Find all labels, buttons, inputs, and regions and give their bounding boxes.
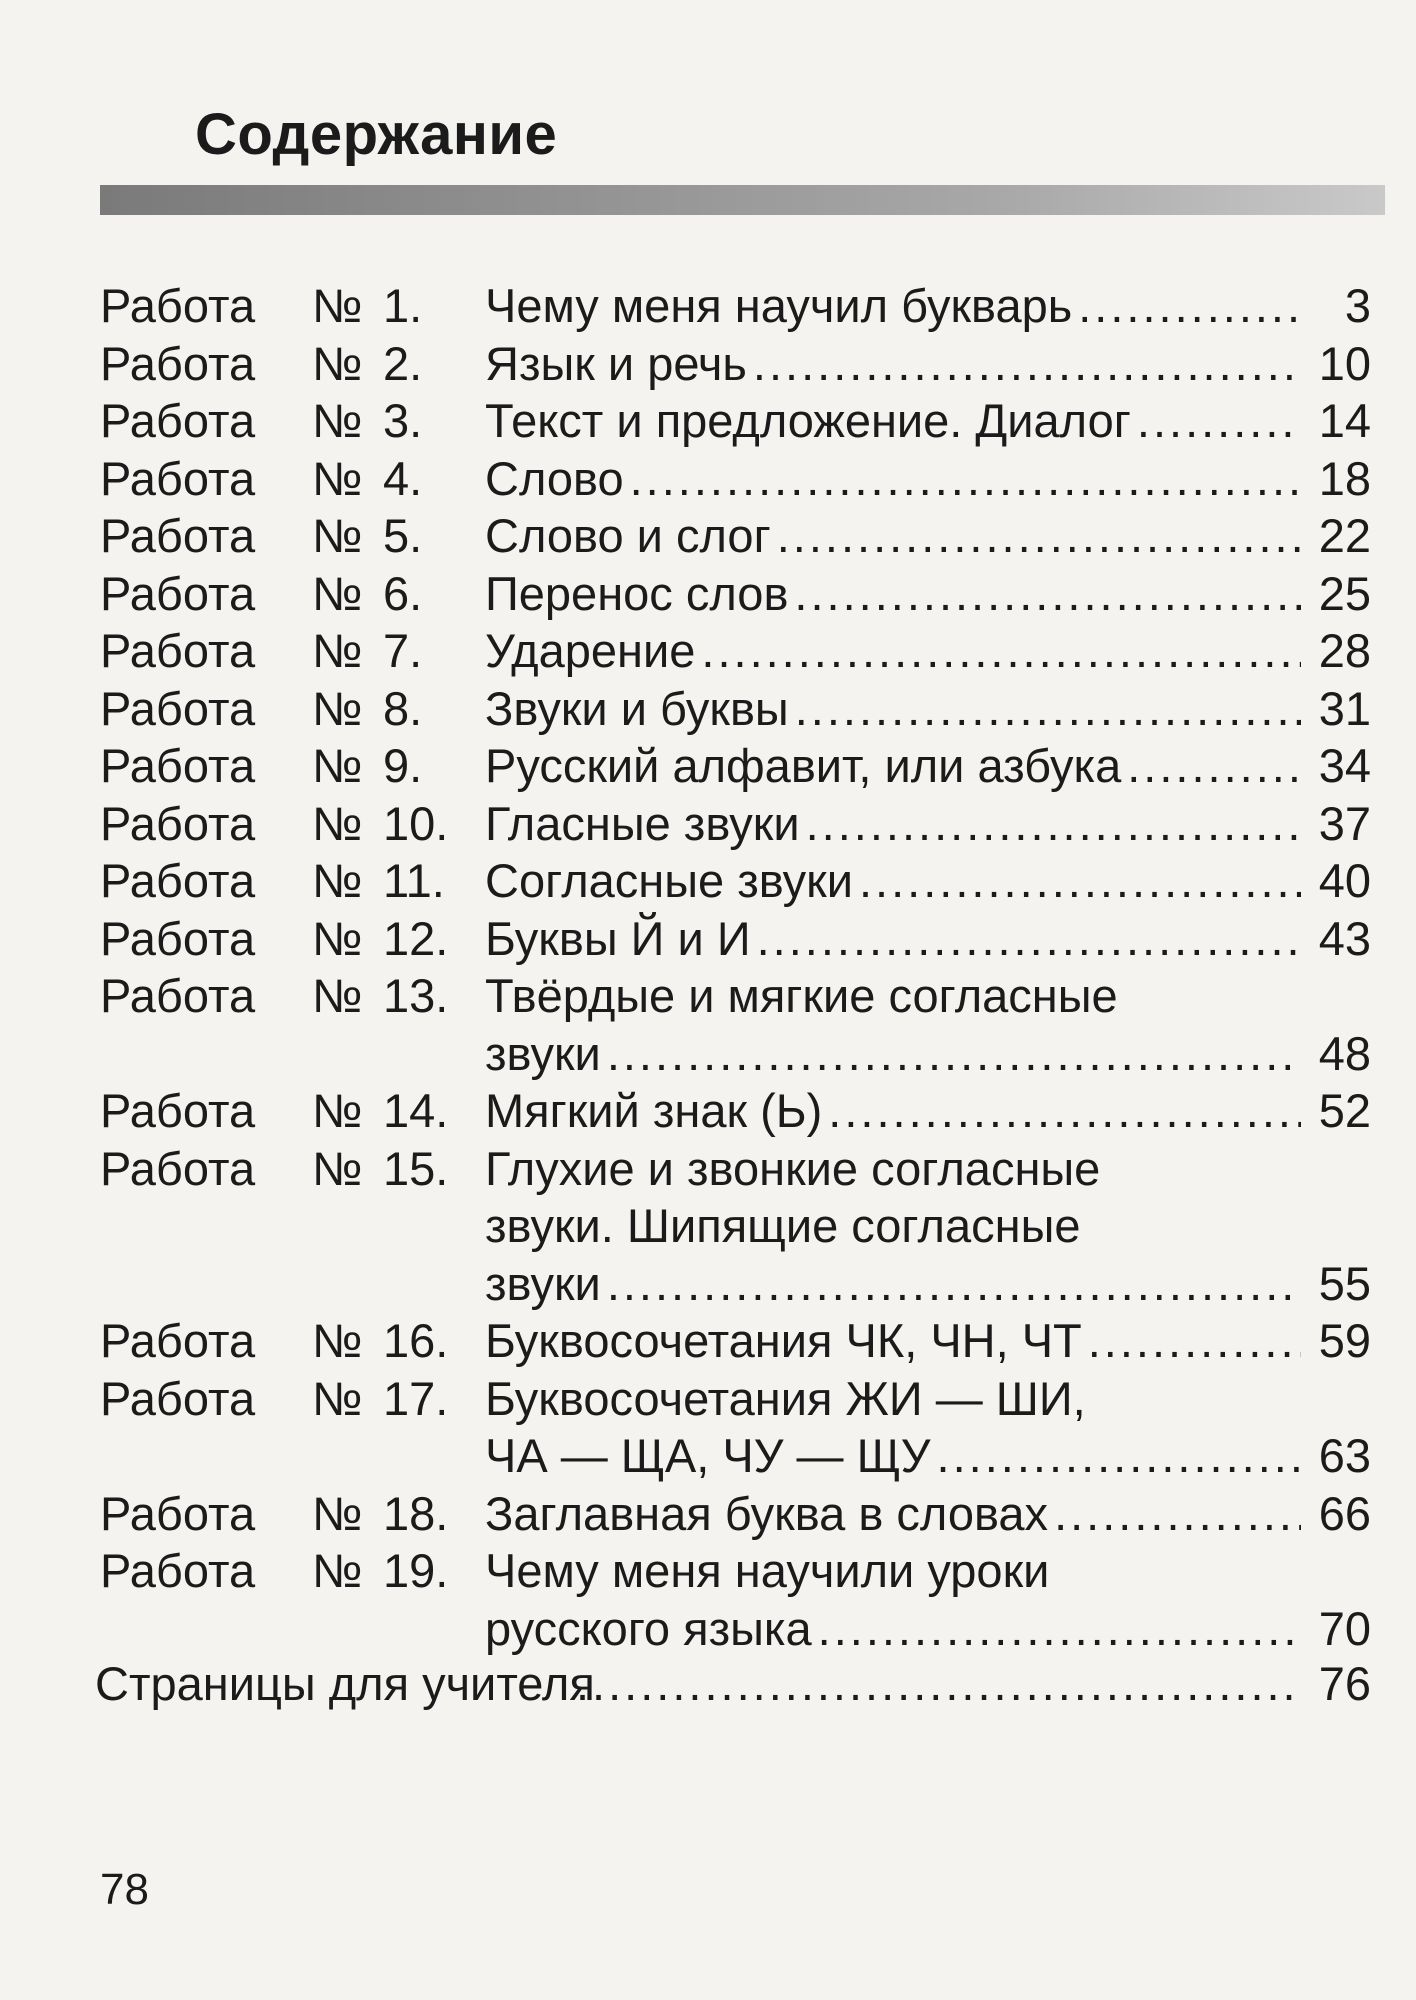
dot-leader (1088, 1312, 1301, 1369)
toc-entry-label (100, 565, 423, 622)
dot-leader (1054, 1485, 1301, 1542)
dot-leader (828, 1082, 1301, 1139)
toc-entry-label (100, 277, 423, 334)
toc-page-number: 37 (1318, 796, 1371, 850)
toc-entry-title: Буквосочетания ЖИ — ШИ, (485, 1371, 1086, 1425)
work-number: 19. (383, 1544, 449, 1597)
number-sign: № (312, 1084, 363, 1137)
title-underline-bar (100, 185, 1385, 215)
number-sign: № (312, 1314, 363, 1367)
toc-entry-title: Текст и предложение. Диалог (485, 394, 1131, 447)
dot-leader (757, 910, 1301, 967)
toc-entry-label (100, 910, 449, 967)
toc-page-number: 31 (1318, 681, 1371, 735)
toc-page-number: 76 (1318, 1657, 1371, 1710)
work-number: 6. (383, 566, 423, 620)
toc-entry-label (100, 680, 423, 737)
toc-entry-line (485, 680, 1371, 737)
work-word: Работа (100, 394, 256, 447)
toc-entry-line (485, 1082, 1371, 1139)
work-number: 14. (383, 1084, 449, 1137)
work-word: Работа (100, 336, 256, 390)
work-word: Работа (100, 451, 256, 505)
toc-page-number: 28 (1318, 624, 1371, 677)
toc-entry-label (100, 1312, 449, 1369)
toc-page-number: 14 (1318, 394, 1371, 447)
work-number: 1. (383, 279, 423, 332)
toc-entry-title: ЧА — ЩА, ЧУ — ЩУ (485, 1429, 931, 1482)
teacher-pages-label: Страницы для учителя (95, 1657, 595, 1710)
dot-leader (795, 680, 1301, 737)
work-number: 9. (383, 739, 423, 792)
toc-entry-line (485, 1197, 1371, 1254)
toc-page-number: 70 (1318, 1601, 1371, 1655)
number-sign: № (312, 681, 363, 735)
work-word: Работа (100, 279, 256, 332)
work-number: 7. (383, 624, 423, 677)
toc-entry-line (485, 910, 1371, 967)
work-number: 15. (383, 1141, 449, 1195)
toc-entry-title: Слово (485, 451, 624, 505)
toc-entry-title: звуки (485, 1026, 601, 1080)
number-sign: № (312, 279, 363, 332)
work-number: 10. (383, 796, 449, 850)
toc-entry-line (485, 1312, 1371, 1369)
toc-page-number: 59 (1318, 1314, 1371, 1367)
work-number: 5. (383, 509, 423, 562)
toc-entry-line (485, 737, 1371, 794)
toc-page-number: 43 (1318, 911, 1371, 965)
toc-entry-label (100, 392, 423, 449)
toc-entry-title: Заглавная буква в словах (485, 1486, 1049, 1540)
dot-leader (777, 507, 1301, 564)
toc-entry-title: Ударение (485, 624, 696, 677)
work-word: Работа (100, 1486, 256, 1540)
toc-entry-line (485, 392, 1371, 449)
toc-page-number: 10 (1318, 336, 1371, 390)
toc-entry-title: Глухие и звонкие согласные (485, 1141, 1101, 1195)
work-number: 8. (383, 681, 423, 735)
toc-entry-title: Язык и речь (485, 336, 747, 390)
dot-leader (576, 1655, 1301, 1712)
work-number: 3. (383, 394, 423, 447)
toc-entry-line (485, 1255, 1371, 1312)
toc-entry-line (485, 852, 1371, 909)
toc-entry-line (485, 967, 1371, 1024)
number-sign: № (312, 969, 363, 1022)
toc-entry-title: Русский алфавит, или азбука (485, 739, 1122, 792)
work-number: 2. (383, 336, 423, 390)
work-number: 13. (383, 969, 449, 1022)
work-word: Работа (100, 681, 256, 735)
toc-entry-title: Буквы Й и И (485, 911, 751, 965)
toc-entry-label (100, 852, 445, 909)
toc-entry-title: Перенос слов (485, 566, 789, 620)
toc-entry-title: Звуки и буквы (485, 681, 789, 735)
toc-entry-line (485, 1025, 1371, 1082)
work-word: Работа (100, 509, 256, 562)
work-word: Работа (100, 624, 256, 677)
work-number: 18. (383, 1486, 449, 1540)
dot-leader (753, 335, 1301, 392)
work-number: 12. (383, 911, 449, 965)
number-sign: № (312, 1141, 363, 1195)
work-number: 4. (383, 451, 423, 505)
toc-page-number: 18 (1318, 451, 1371, 505)
toc-page-number: 3 (1344, 279, 1371, 332)
toc-entry-label (100, 1140, 449, 1197)
toc-entry-title: Чему меня научил букварь (485, 279, 1073, 332)
page-title: Содержание (195, 102, 558, 167)
dot-leader (1078, 277, 1301, 334)
toc-entry-line (485, 1542, 1371, 1599)
dot-leader (794, 565, 1301, 622)
toc-entry-label (100, 1082, 449, 1139)
work-number: 17. (383, 1371, 449, 1425)
toc-entry-line (485, 1485, 1371, 1542)
work-word: Работа (100, 969, 256, 1022)
toc-entry-title: Гласные звуки (485, 796, 800, 850)
work-number: 16. (383, 1314, 449, 1367)
toc-entry-label (100, 1485, 449, 1542)
toc-entry-label (100, 335, 423, 392)
toc-page-number: 34 (1318, 739, 1371, 792)
number-sign: № (312, 624, 363, 677)
toc-entry-line (485, 1370, 1371, 1427)
toc-entry-line (485, 450, 1371, 507)
toc-page-number: 40 (1318, 854, 1371, 907)
toc-entry-line (485, 277, 1371, 334)
work-word: Работа (100, 1544, 256, 1597)
work-word: Работа (100, 1141, 256, 1195)
number-sign: № (312, 566, 363, 620)
number-sign: № (312, 509, 363, 562)
toc-page-number: 66 (1318, 1486, 1371, 1540)
number-sign: № (312, 911, 363, 965)
work-word: Работа (100, 1371, 256, 1425)
number-sign: № (312, 796, 363, 850)
toc-entry-title: русского языка (485, 1601, 812, 1655)
work-number: 11. (383, 854, 445, 907)
work-word: Работа (100, 1314, 256, 1367)
dot-leader (806, 795, 1301, 852)
dot-leader (607, 1025, 1301, 1082)
toc-page-number: 22 (1318, 509, 1371, 562)
toc-entry-title: Мягкий знак (Ь) (485, 1084, 823, 1137)
toc-entry-title: Буквосочетания ЧК, ЧН, ЧТ (485, 1314, 1082, 1367)
number-sign: № (312, 1486, 363, 1540)
toc-entry-label (100, 737, 423, 794)
toc-entry-title: Слово и слог (485, 509, 771, 562)
toc-page-number: 52 (1318, 1084, 1371, 1137)
number-sign: № (312, 451, 363, 505)
toc-entry-label (100, 1370, 449, 1427)
toc-page-number: 63 (1318, 1429, 1371, 1482)
dot-leader (630, 450, 1301, 507)
toc-entry-label (100, 622, 423, 679)
work-word: Работа (100, 566, 256, 620)
toc-page-number: 55 (1318, 1256, 1371, 1310)
toc-entry-label (100, 967, 449, 1024)
toc-entry-line (570, 1655, 1371, 1712)
toc-entry-line (485, 1600, 1371, 1657)
number-sign: № (312, 854, 363, 907)
toc-entry-line (485, 795, 1371, 852)
toc-entry-title: звуки (485, 1256, 601, 1310)
number-sign: № (312, 1371, 363, 1425)
work-word: Работа (100, 854, 256, 907)
toc-page-number: 25 (1318, 566, 1371, 620)
number-sign: № (312, 1544, 363, 1597)
number-sign: № (312, 336, 363, 390)
toc-entry-line (485, 1140, 1371, 1197)
dot-leader (859, 852, 1301, 909)
toc-entry-label (100, 450, 423, 507)
toc-entry-line (485, 507, 1371, 564)
toc-entry-label (100, 1542, 449, 1599)
toc-entry-title: Твёрдые и мягкие согласные (485, 969, 1118, 1022)
work-word: Работа (100, 911, 256, 965)
work-word: Работа (100, 1084, 256, 1137)
toc-entry-line (485, 335, 1371, 392)
work-word: Работа (100, 739, 256, 792)
toc-entry-label (100, 507, 423, 564)
page-number: 78 (100, 1865, 149, 1914)
dot-leader (1127, 737, 1301, 794)
toc-entry-line (485, 622, 1371, 679)
toc-entry-line (485, 565, 1371, 622)
number-sign: № (312, 739, 363, 792)
toc-entry-line (485, 1427, 1371, 1484)
toc-entry-title: Чему меня научили уроки (485, 1544, 1050, 1597)
dot-leader (937, 1427, 1301, 1484)
dot-leader (701, 622, 1301, 679)
toc-entry-title: звуки. Шипящие согласные (485, 1199, 1081, 1252)
toc-entry-label (100, 795, 449, 852)
dot-leader (1137, 392, 1301, 449)
dot-leader (607, 1255, 1301, 1312)
toc-page-number: 48 (1318, 1026, 1371, 1080)
work-word: Работа (100, 796, 256, 850)
toc-entry-title: Согласные звуки (485, 854, 853, 907)
number-sign: № (312, 394, 363, 447)
dot-leader (818, 1600, 1301, 1657)
